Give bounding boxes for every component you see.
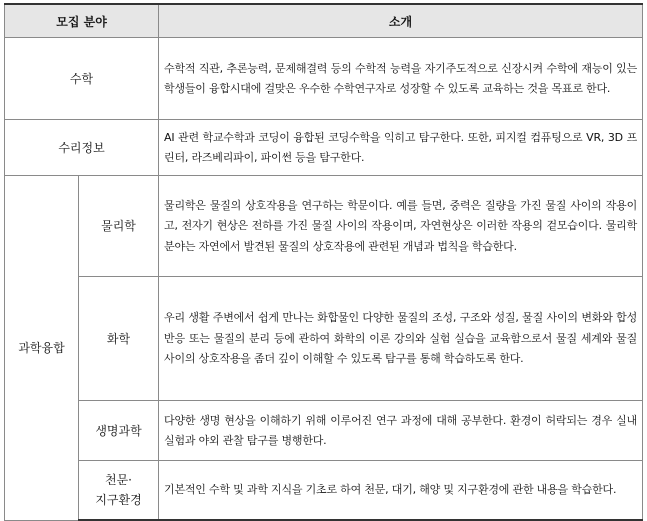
subfield-physics: 물리학 bbox=[79, 176, 159, 277]
subfield-astronomy-earth bbox=[79, 461, 159, 521]
description-life-science: 다양한 생명 현상을 이해하기 위해 이루어진 연구 과정에 대해 공부한다. 환경이 허락되는 경우 실내 실험과 야외 관찰 탐구를 병행한다. bbox=[159, 401, 643, 461]
description-astronomy-earth: 기본적인 수학 및 과학 지식을 기초로 하여 천문, 대기, 해양 및 지구환경에 관한 내용을 학습한다. bbox=[159, 461, 643, 521]
header-intro: 소개 bbox=[159, 4, 643, 38]
table-row-math-info bbox=[5, 120, 643, 176]
description-physics: 물리학은 물질의 상호작용을 연구하는 학문이다. 예를 들면, 중력은 질량을 가진 물질 사이의 작용이고, 전자기 현상은 전하를 가진 물질 사이의 작용이며, 자연현상은 이러한 작용의 겉모습이다. 물리학 분야는 자연에서 발견된 물질의 상호작용에 관련된 개념과 법칙을 학습한다. bbox=[159, 176, 643, 277]
description-math-info: AI 관련 학교수학과 코딩이 융합된 코딩수학을 익히고 탐구한다. 또한, 피지컬 컴퓨팅으로 VR, 3D 프린터, 라즈베리파이, 파이썬 등을 탐구한다. bbox=[159, 120, 643, 176]
description-chemistry: 우리 생활 주변에서 쉽게 만나는 화합물인 다양한 물질의 조성, 구조와 성질, 물질 사이의 변화와 합성 반응 또는 물질의 분리 등에 관하여 화학의 이론 강의와 실험 실습을 교육함으로서 물질 세계와 물질 사이의 상호작용을 좀더 깊이 이해할 수 있도록 탐구를 통해 학습하도록 한다. bbox=[159, 277, 643, 401]
subfield-astronomy-earth-line2: 지구환경 bbox=[95, 493, 142, 507]
description-math: 수학적 직관, 추론능력, 문제해결력 등의 수학적 능력을 자기주도적으로 신장시켜 수학에 재능이 있는 학생들이 융합시대에 걸맞은 우수한 수학연구자로 성장할 수 있도록 교육하는 것을 목표로 한다. bbox=[159, 38, 643, 120]
field-math-info: 수리정보 bbox=[5, 120, 159, 176]
table-row-math bbox=[5, 38, 643, 120]
header-field: 모집 분야 bbox=[5, 4, 159, 38]
table-row-life-science bbox=[5, 401, 643, 461]
table-row-physics bbox=[5, 176, 643, 277]
subfield-astronomy-earth-line1: 천문· bbox=[105, 473, 132, 487]
recruitment-fields-table bbox=[4, 3, 643, 521]
subfield-chemistry: 화학 bbox=[79, 277, 159, 401]
subfield-life-science: 생명과학 bbox=[79, 401, 159, 461]
table-row-astronomy-earth bbox=[5, 461, 643, 521]
table-header-row bbox=[5, 4, 643, 38]
field-math: 수학 bbox=[5, 38, 159, 120]
field-science-fusion: 과학융합 bbox=[5, 176, 79, 521]
table-row-chemistry bbox=[5, 277, 643, 401]
